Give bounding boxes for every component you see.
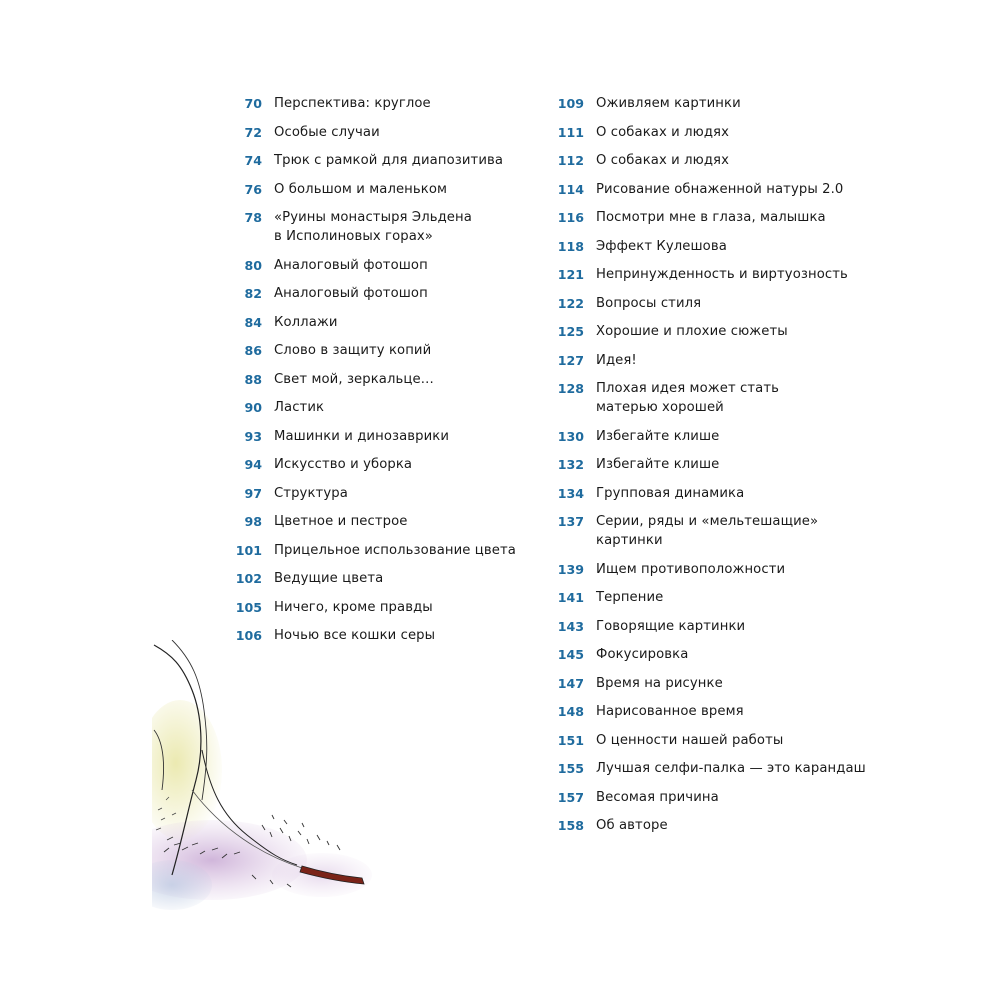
toc-entry[interactable] xyxy=(226,370,526,389)
toc-entry[interactable] xyxy=(548,788,868,807)
page-number: 127 xyxy=(557,352,584,368)
chapter-title: Идея! xyxy=(596,352,637,368)
page-number: 90 xyxy=(244,400,262,415)
chapter-title: О ценности нашей работы xyxy=(596,732,784,748)
page-number: 145 xyxy=(557,647,584,662)
chapter-title: Оживляем картинки xyxy=(596,96,741,111)
chapter-title: Коллажи xyxy=(274,314,338,330)
chapter-title: Весомая причина xyxy=(596,789,719,805)
chapter-title: Слово в защиту копий xyxy=(274,343,432,358)
chapter-title: Цветное и пестрое xyxy=(274,514,408,529)
page-number: 102 xyxy=(235,571,262,586)
page-number: 78 xyxy=(244,210,262,225)
toc-entry[interactable] xyxy=(548,512,868,550)
page-number: 111 xyxy=(557,124,584,140)
chapter-title: Особые случаи xyxy=(274,124,380,140)
toc-entry[interactable] xyxy=(548,674,868,693)
chapter-title: Структура xyxy=(274,485,348,501)
toc-entry[interactable] xyxy=(548,588,868,607)
page-number: 114 xyxy=(557,181,584,197)
toc-entry[interactable] xyxy=(548,94,868,113)
toc-entry[interactable] xyxy=(226,598,526,617)
page-number: 132 xyxy=(557,457,584,472)
toc-entry[interactable] xyxy=(226,313,526,332)
page-number: 128 xyxy=(557,381,584,396)
toc-entry[interactable] xyxy=(548,208,868,227)
page-number: 109 xyxy=(557,96,584,111)
toc-entry[interactable] xyxy=(548,617,868,636)
page-number: 76 xyxy=(244,181,262,197)
chapter-title: Время на рисунке xyxy=(596,675,723,691)
page-number: 137 xyxy=(557,514,584,529)
toc-entry[interactable] xyxy=(226,151,526,170)
toc-entry[interactable] xyxy=(548,180,868,199)
toc-entry[interactable] xyxy=(548,702,868,721)
toc-entry[interactable] xyxy=(548,759,868,778)
page-number: 74 xyxy=(244,153,262,168)
chapter-title: Перспектива: круглое xyxy=(274,96,431,111)
chapter-title: Об авторе xyxy=(596,818,668,833)
toc-entry[interactable] xyxy=(548,237,868,256)
chapter-title: Трюк с рамкой для диапозитива xyxy=(274,153,504,168)
chapter-title: Аналоговый фотошоп xyxy=(274,257,428,273)
toc-entry[interactable] xyxy=(226,341,526,360)
chapter-title: Терпение xyxy=(596,590,664,605)
chapter-title: О собаках и людях xyxy=(596,124,729,140)
toc-entry[interactable] xyxy=(548,322,868,341)
page-number: 93 xyxy=(244,428,262,444)
chapter-title: Ластик xyxy=(274,400,325,415)
page-number: 130 xyxy=(557,428,584,444)
page-number: 143 xyxy=(557,618,584,634)
chapter-title: Ночью все кошки серы xyxy=(274,628,436,643)
chapter-title: Нарисованное время xyxy=(596,704,744,719)
page-number: 70 xyxy=(244,96,262,111)
page-number: 101 xyxy=(235,542,262,558)
toc-entry[interactable] xyxy=(548,455,868,474)
chapter-title: Избегайте клише xyxy=(596,457,720,472)
toc-entry[interactable] xyxy=(548,560,868,579)
page-number: 118 xyxy=(557,238,584,254)
chapter-title: Серии, ряды и «мельтешащие» картинки xyxy=(596,514,819,548)
chapter-title: Говорящие картинки xyxy=(596,618,746,634)
page-number: 88 xyxy=(244,371,262,387)
toc-left-column xyxy=(226,94,526,645)
toc-entry[interactable] xyxy=(226,541,526,560)
chapter-title: Групповая динамика xyxy=(596,485,745,501)
page-number: 82 xyxy=(244,286,262,301)
chapter-title: Искусство и уборка xyxy=(274,457,413,472)
page-number: 122 xyxy=(557,295,584,311)
chapter-title: «Руины монастыря Эльдена в Исполиновых горах» xyxy=(274,210,472,244)
page-number: 157 xyxy=(557,789,584,805)
watercolor-sketch-icon xyxy=(152,640,392,910)
page-number: 151 xyxy=(557,732,584,748)
toc-entry[interactable] xyxy=(548,427,868,446)
page-number: 116 xyxy=(557,210,584,225)
chapter-title: Непринужденность и виртуозность xyxy=(596,267,848,282)
chapter-title: Избегайте клише xyxy=(596,428,720,444)
chapter-title: Плохая идея может стать матерью хорошей xyxy=(596,381,780,415)
toc-entry[interactable] xyxy=(548,123,868,142)
toc-entry[interactable] xyxy=(226,284,526,303)
page-number: 94 xyxy=(244,457,262,472)
chapter-title: Ничего, кроме правды xyxy=(274,599,433,615)
toc-entry[interactable] xyxy=(548,294,868,313)
page-number: 158 xyxy=(557,818,584,833)
page-number: 72 xyxy=(244,124,262,140)
toc-entry[interactable] xyxy=(548,265,868,284)
page-number: 80 xyxy=(244,257,262,273)
toc-entry[interactable] xyxy=(226,94,526,113)
page-number: 155 xyxy=(557,761,584,776)
page-number: 139 xyxy=(557,561,584,577)
page-number: 86 xyxy=(244,343,262,358)
chapter-title: Фокусировка xyxy=(596,647,689,662)
toc-entry[interactable] xyxy=(226,180,526,199)
chapter-title: Прицельное использование цвета xyxy=(274,542,516,558)
toc-entry[interactable] xyxy=(226,427,526,446)
toc-entry[interactable] xyxy=(226,512,526,531)
chapter-title: Эффект Кулешова xyxy=(596,238,727,254)
toc-entry[interactable] xyxy=(226,398,526,417)
toc-right-column xyxy=(548,94,868,835)
page-number: 97 xyxy=(244,485,262,501)
page-number: 98 xyxy=(244,514,262,529)
chapter-title: Ищем противоположности xyxy=(596,561,786,577)
toc-entry[interactable] xyxy=(226,256,526,275)
page-number: 141 xyxy=(557,590,584,605)
chapter-title: Свет мой, зеркальце… xyxy=(274,371,434,387)
toc-entry[interactable] xyxy=(548,645,868,664)
page-number: 147 xyxy=(557,675,584,691)
chapter-title: Ведущие цвета xyxy=(274,571,384,586)
chapter-title: Лучшая селфи-палка — это карандаш xyxy=(596,761,866,776)
page-number: 125 xyxy=(557,324,584,339)
toc-entry[interactable] xyxy=(548,379,868,417)
page-number: 84 xyxy=(244,314,262,330)
chapter-title: О собаках и людях xyxy=(596,153,729,168)
chapter-title: Посмотри мне в глаза, малышка xyxy=(596,210,826,225)
page-number: 106 xyxy=(235,628,262,643)
chapter-title: Хорошие и плохие сюжеты xyxy=(596,324,788,339)
chapter-title: Вопросы стиля xyxy=(596,295,702,311)
chapter-title: О большом и маленьком xyxy=(274,181,448,197)
toc-entry[interactable] xyxy=(226,569,526,588)
toc-entry[interactable] xyxy=(226,455,526,474)
toc-entry[interactable] xyxy=(548,816,868,835)
page-number: 148 xyxy=(557,704,584,719)
toc-entry[interactable] xyxy=(548,731,868,750)
chapter-title: Аналоговый фотошоп xyxy=(274,286,428,301)
page-number: 105 xyxy=(235,599,262,615)
toc-entry[interactable] xyxy=(226,484,526,503)
toc-entry[interactable] xyxy=(226,123,526,142)
page-number: 121 xyxy=(557,267,584,282)
chapter-title: Машинки и динозаврики xyxy=(274,428,450,444)
page-number: 134 xyxy=(557,485,584,501)
chapter-title: Рисование обнаженной натуры 2.0 xyxy=(596,181,844,197)
toc-entry[interactable] xyxy=(548,351,868,370)
toc-entry[interactable] xyxy=(548,484,868,503)
page-number: 112 xyxy=(557,153,584,168)
toc-entry[interactable] xyxy=(226,208,526,246)
toc-entry[interactable] xyxy=(548,151,868,170)
